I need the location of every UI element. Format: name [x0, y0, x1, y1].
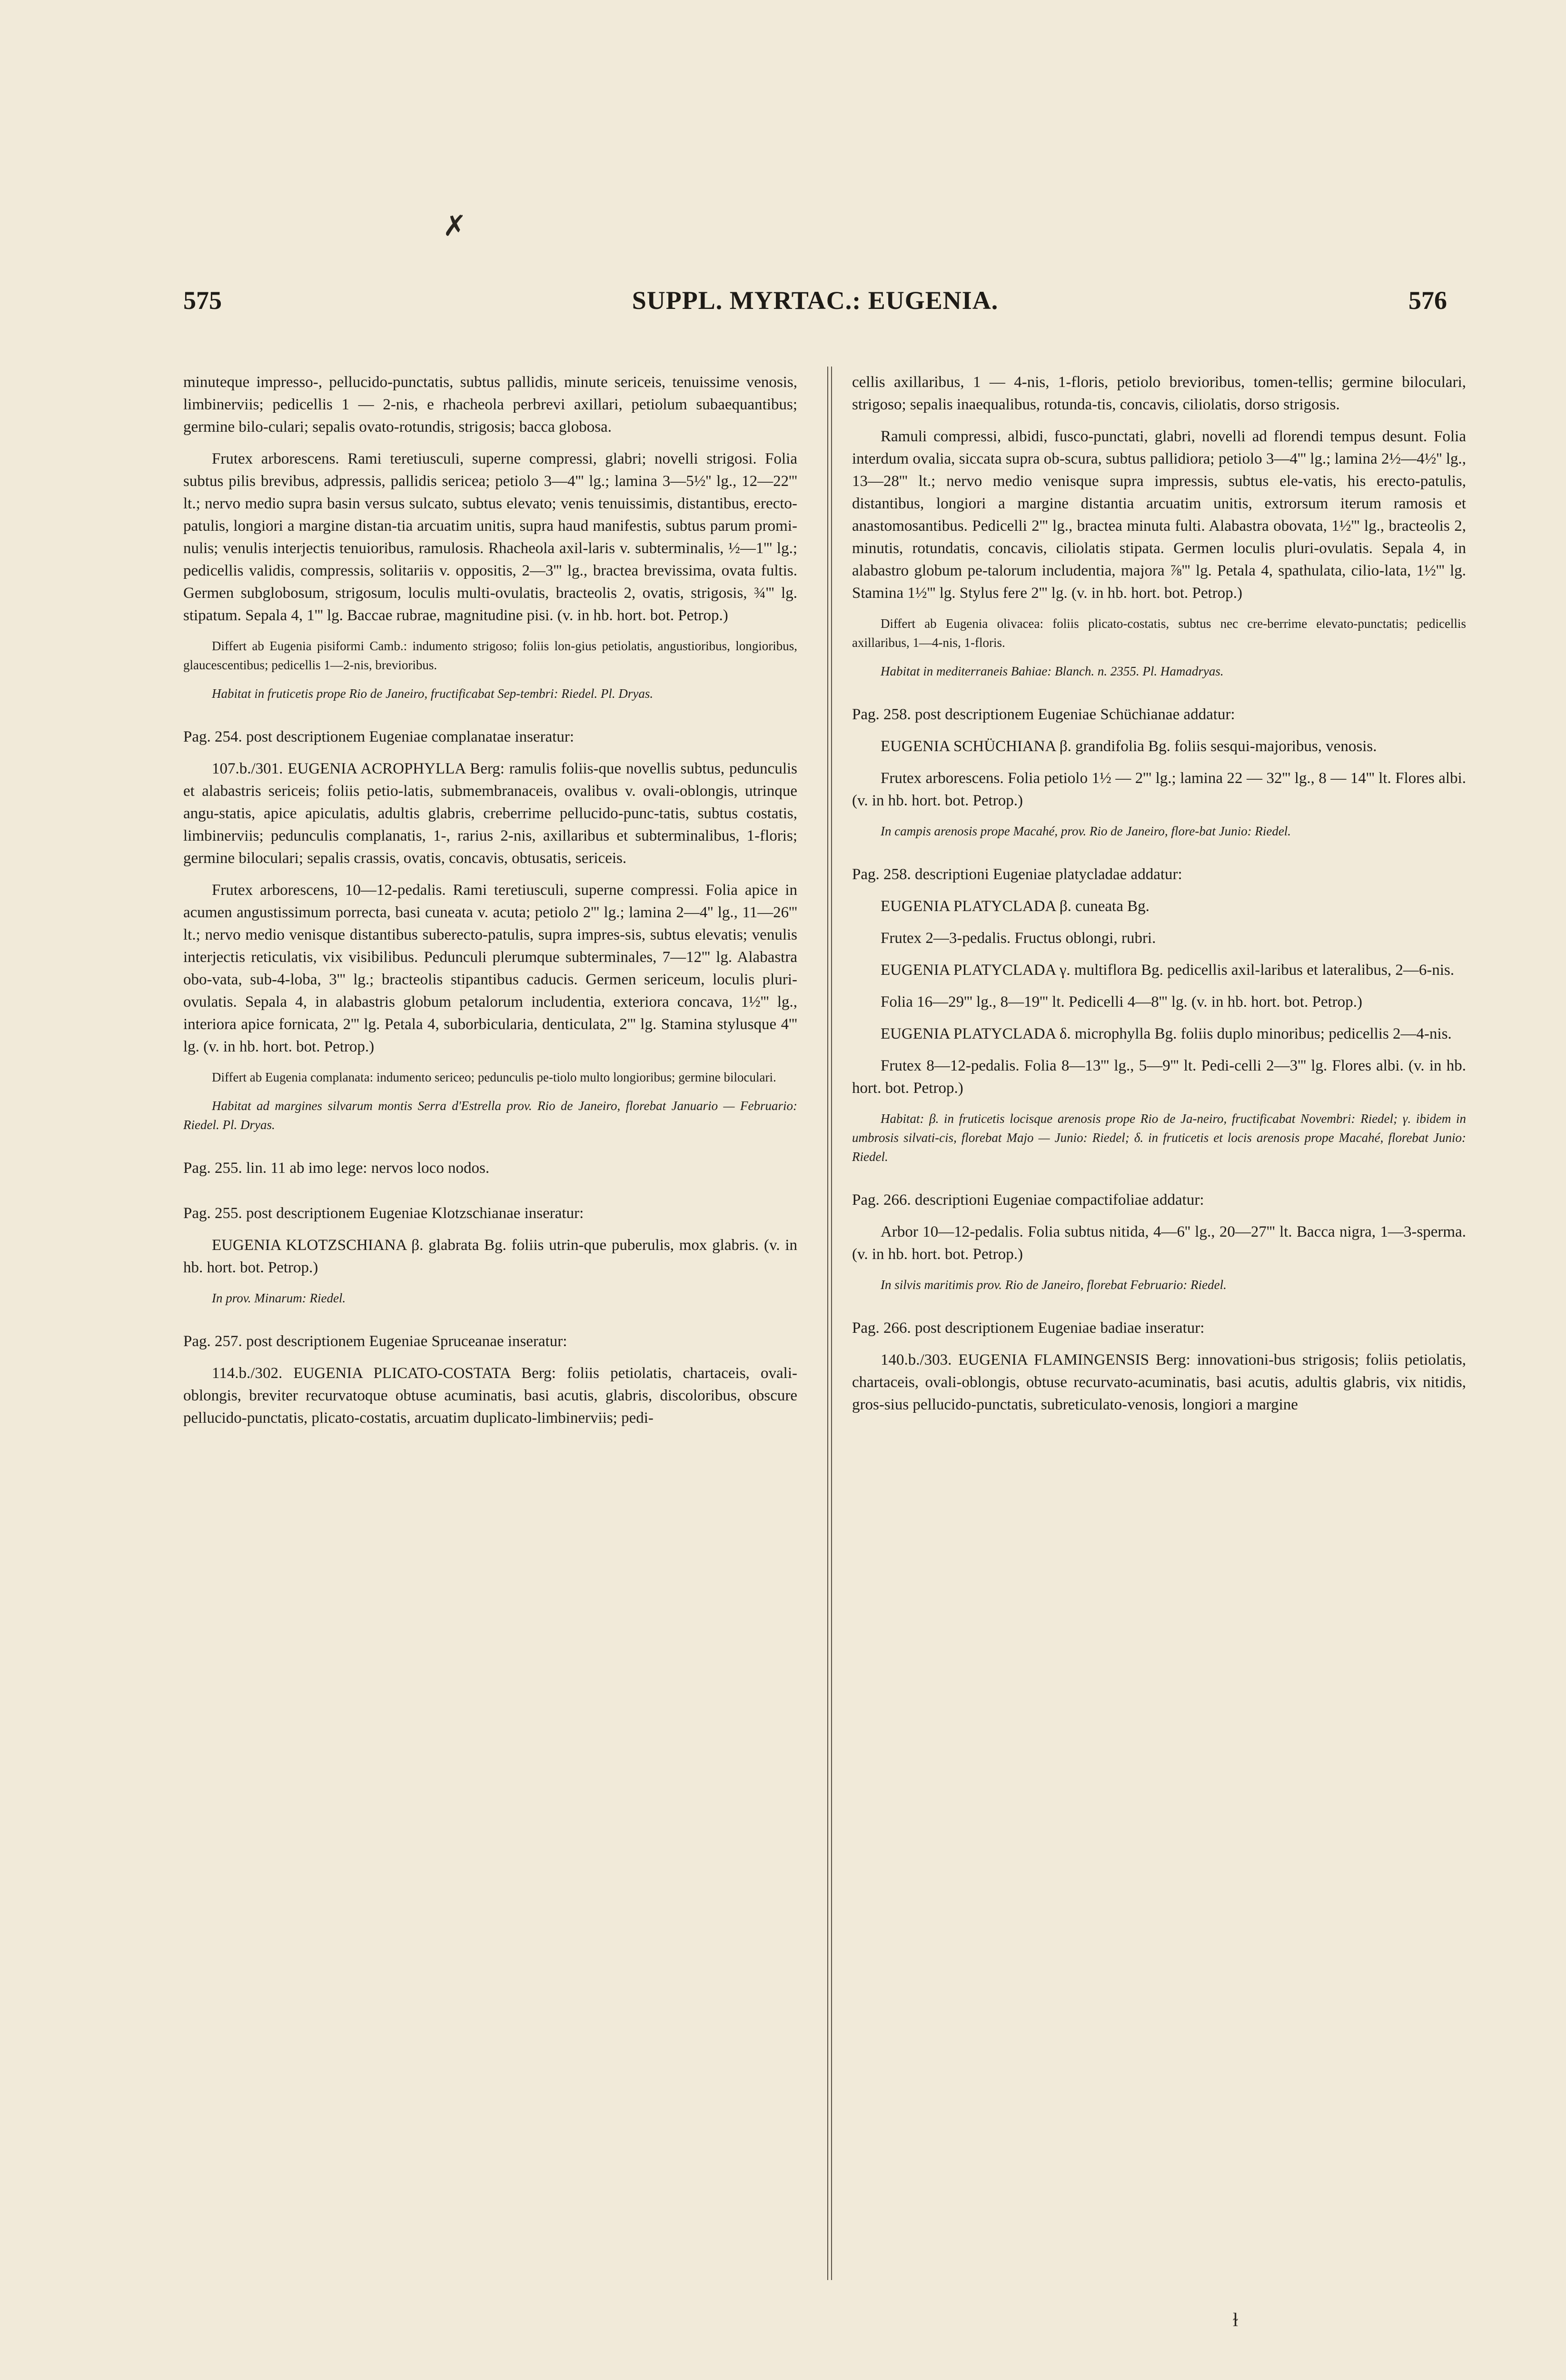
habitat: In campis arenosis prope Macahé, prov. Rio de Janeiro, flore-bat Junio: Riedel.	[881, 824, 1291, 838]
paragraph: cellis axillaribus, 1 — 4-nis, 1-floris, petiolo brevioribus, tomen-tellis; germine biloculari, strigoso; sepalis inaequalibus, rotunda-tis, concavis, ciliolatis, dorso strigosis.	[852, 374, 1466, 413]
paragraph: Folia 16—29''' lg., 8—19''' lt. Pedicelli 4—8''' lg. (v. in hb. hort. bot. Petrop.)	[881, 993, 1362, 1011]
insertion-note: Pag. 258. post descriptionem Eugeniae Schüchianae addatur:	[852, 706, 1235, 723]
species-heading: 107.b./301. EUGENIA ACROPHYLLA Berg: ramulis foliis-que novellis subtus, pedunculis et alabastris sericeis; foliis petio-latis, submembranaceis, ovalibus v. ovali-oblongis, utrinque angu-statis, apice apiculatis, adultis glabris, creberrime pellucido-punc-tatis, subtus costatis, limbinerviis; pedunculis complanatis, 1-, rarius 2-nis, axillaribus et subterminalibus, 1-floris; germine biloculari; sepalis crassis, ovatis, concavis, obtusatis, sericeis.	[183, 760, 797, 867]
species-heading: EUGENIA SCHÜCHIANA β. grandifolia Bg. foliis sesqui-majoribus, venosis.	[881, 738, 1377, 755]
page-header	[183, 286, 1447, 328]
paragraph: Frutex 2—3-pedalis. Fructus oblongi, rubri.	[881, 930, 1156, 947]
paragraph: Frutex arborescens. Rami teretiusculi, superne compressi, glabri; novelli strigosi. Folia subtus pilis brevibus, adpressis, pallidis sericea; petiolo 3—4''' lg.; lamina 3—5½'' lg., 12—22''' lt.; nervo medio supra basin versus sulcato, subtus elevato; venis tenuissimis, distantibus, erecto-patulis, longiori a margine distan-tia arcuatim unitis, supra haud manifestis, subtus parum promi-nulis; venulis interjectis tenuioribus, ramulosis. Rhacheola axil-laris v. subterminalis, ½—1''' lg.; pedicellis validis, compressis, solitariis v. oppositis, 2—3''' lg., bractea brevissima, ovata fultis. Germen subglobosum, strigosum, loculis multi-ovulatis, bracteolis 2, ovatis, strigosis, ¾''' lg. stipatum. Sepala 4, 1''' lg. Baccae rubrae, magnitudine pisi. (v. in hb. hort. bot. Petrop.)	[183, 450, 797, 624]
paragraph: minuteque impresso-, pellucido-punctatis, subtus pallidis, minute sericeis, tenuissime venosis, limbinerviis; pedicellis 1 — 2-nis, e rhacheola perbrevi axillari, petiolum subaequantibus; germine bilo-culari; sepalis ovato-rotundis, strigosis; bacca globosa.	[183, 374, 797, 436]
paragraph: Ramuli compressi, albidi, fusco-punctati, glabri, novelli ad florendi tempus desunt. Folia interdum ovalia, siccata supra ob-scura, subtus pallidiora; petiolo 3—4''' lg.; lamina 2½—4½'' lg., 13—28''' lt.; nervo medio venisque supra impressis, subtus ele-vatis, his erecto-patulis, distantibus, longiori a margine distantia arcuatim unitis, extrorsum iterum ramosis et anastomosantibus. Pedicelli 2''' lg., bractea minuta fulti. Alabastra obovata, 1½''' lg., bracteolis 2, minutis, rotundatis, concavis, ciliolatis stipata. Germen loculis pluri-ovulatis. Sepala 4, in alabastro globum pe-talorum includentia, majora ⅞''' lg. Petala 4, spathulata, cilio-lata, 1½''' lg. Stamina 1½''' lg. Stylus fere 2''' lg. (v. in hb. hort. bot. Petrop.)	[852, 428, 1466, 602]
note: Differt ab Eugenia olivacea: foliis plicato-costatis, subtus nec cre-berrime elevato-punctatis; pedicellis axillaribus, 1—4-nis, 1-floris.	[852, 616, 1466, 650]
column-divider	[827, 367, 828, 2280]
habitat: In silvis maritimis prov. Rio de Janeiro, florebat Februario: Riedel.	[881, 1278, 1227, 1292]
pencil-mark: ɫ	[1233, 2309, 1239, 2330]
habitat: Habitat in fruticetis prope Rio de Janeiro, fructificabat Sep-tembri: Riedel. Pl. Dryas.	[212, 686, 654, 701]
insertion-note: Pag. 258. descriptioni Eugeniae platycladae addatur:	[852, 866, 1182, 883]
species-heading: 140.b./303. EUGENIA FLAMINGENSIS Berg: innovationi-bus strigosis; foliis petiolatis, chartaceis, ovali-oblongis, obtuse recurvato-acuminatis, basi acutis, adultis glabris, vix nitidis, gros-sius pellucido-punctatis, subreticulato-venosis, longiori a margine	[852, 1351, 1466, 1413]
species-heading: EUGENIA PLATYCLADA β. cuneata Bg.	[881, 898, 1150, 915]
species-heading: EUGENIA PLATYCLADA δ. microphylla Bg. foliis duplo minoribus; pedicellis 2—4-nis.	[881, 1025, 1452, 1042]
paragraph: Frutex 8—12-pedalis. Folia 8—13''' lg., 5—9''' lt. Pedi-celli 2—3''' lg. Flores albi. (v. in hb. hort. bot. Petrop.)	[852, 1057, 1466, 1097]
habitat: Habitat in mediterraneis Bahiae: Blanch. n. 2355. Pl. Hamadryas.	[881, 664, 1224, 678]
page-number-left: 575	[183, 286, 222, 315]
habitat: Habitat: β. in fruticetis locisque arenosis prope Rio de Ja-neiro, fructificabat Novembri: Riedel; γ. ibidem in umbrosis silvati-cis, florebat Majo — Junio: Riedel; δ. in fruticetis et locis arenosis prope Macahé, florebat Junio: Riedel.	[852, 1111, 1466, 1164]
insertion-note: Pag. 255. post descriptionem Eugeniae Klotzschianae inseratur:	[183, 1205, 584, 1222]
insertion-note: Pag. 254. post descriptionem Eugeniae complanatae inseratur:	[183, 728, 575, 745]
correction: Pag. 255. lin. 11 ab imo lege: nervos loco nodos.	[183, 1160, 490, 1177]
insertion-note: Pag. 266. post descriptionem Eugeniae badiae inseratur:	[852, 1319, 1205, 1337]
paragraph: Frutex arborescens. Folia petiolo 1½ — 2''' lg.; lamina 22 — 32''' lg., 8 — 14''' lt. Flores albi. (v. in hb. hort. bot. Petrop.)	[852, 770, 1466, 809]
paragraph: Frutex arborescens, 10—12-pedalis. Rami teretiusculi, superne compressi. Folia apice in acumen angustissimum porrecta, basi cuneata v. acuta; petiolo 2''' lg.; lamina 2—4'' lg., 11—26''' lt.; nervo medio venisque distantibus suberecto-patulis, supra impres-sis, subtus elevatis; venulis interjectis reticulatis, vix visibilibus. Pedunculi plerumque subterminales, 7—12''' lg. Alabastra obo-vata, sub-4-loba, 3''' lg.; bracteolis stipantibus caducis. Germen sericeum, loculis pluri-ovulatis. Sepala 4, in alabastris globum petalorum includentia, exteriora concava, 1½''' lg., interiora apice fornicata, 2''' lg. Petala 4, suborbicularia, denticulata, 2''' lg. Stamina stylusque 4''' lg. (v. in hb. hort. bot. Petrop.)	[183, 882, 797, 1055]
page-number-right: 576	[1408, 286, 1447, 315]
pencil-mark: ✗	[443, 210, 467, 242]
species-heading: EUGENIA PLATYCLADA γ. multiflora Bg. pedicellis axil-laribus et lateralibus, 2—6-nis.	[881, 962, 1455, 979]
insertion-note: Pag. 266. descriptioni Eugeniae compactifoliae addatur:	[852, 1191, 1204, 1209]
paragraph: Arbor 10—12-pedalis. Folia subtus nitida, 4—6'' lg., 20—27''' lt. Bacca nigra, 1—3-sperma. (v. in hb. hort. bot. Petrop.)	[852, 1223, 1466, 1263]
note: Differt ab Eugenia pisiformi Camb.: indumento strigoso; foliis lon-gius petiolatis, angustioribus, longioribus, glaucescentibus; pedicellis 1—2-nis, brevioribus.	[183, 639, 797, 672]
habitat: Habitat ad margines silvarum montis Serra d'Estrella prov. Rio de Janeiro, florebat Januario — Februario: Riedel. Pl. Dryas.	[183, 1099, 797, 1132]
right-column	[852, 371, 1466, 1426]
habitat: In prov. Minarum: Riedel.	[212, 1291, 346, 1305]
running-title: SUPPL. MYRTAC.: EUGENIA.	[632, 286, 999, 315]
insertion-note: Pag. 257. post descriptionem Eugeniae Spruceanae inseratur:	[183, 1333, 567, 1350]
species-heading: EUGENIA KLOTZSCHIANA β. glabrata Bg. foliis utrin-que puberulis, mox glabris. (v. in hb. hort. bot. Petrop.)	[183, 1237, 797, 1276]
note: Differt ab Eugenia complanata: indumento sericeo; pedunculis pe-tiolo multo longioribus; germine biloculari.	[212, 1070, 776, 1084]
column-divider	[831, 367, 832, 2280]
left-column	[183, 371, 797, 1439]
species-heading: 114.b./302. EUGENIA PLICATO-COSTATA Berg: foliis petiolatis, chartaceis, ovali-oblongis, breviter recurvatoque obtuse acuminatis, basi acutis, glabris, discoloribus, obscure pellucido-punctatis, plicato-costatis, arcuatim duplicato-limbinerviis; pedi-	[183, 1365, 797, 1427]
